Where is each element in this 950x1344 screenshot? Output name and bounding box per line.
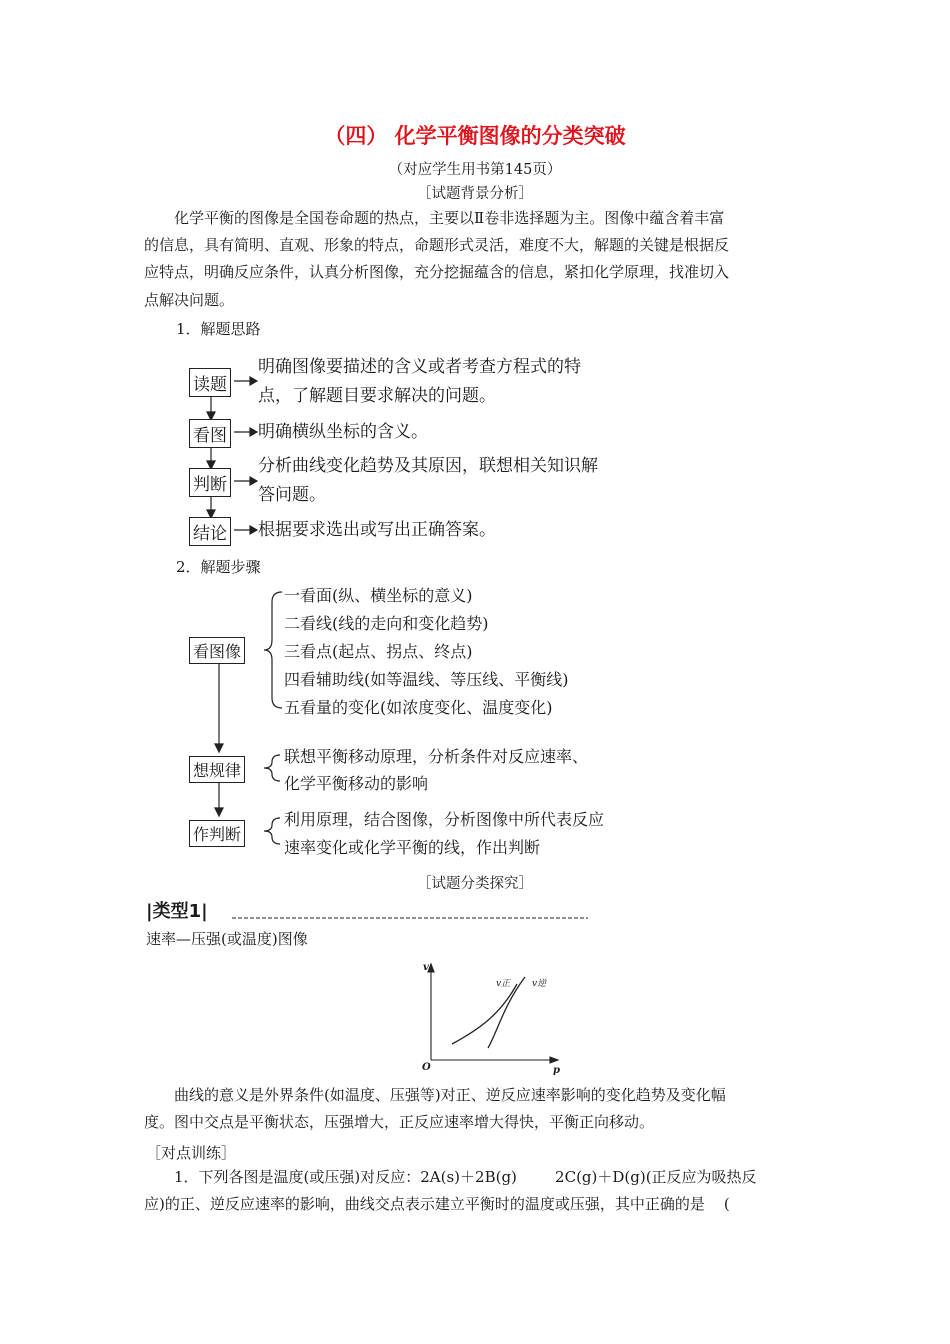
type-label: |类型1| [146,901,208,922]
thinking-heading: 1．解题思路 [176,320,261,338]
curve-v-forward [452,984,517,1044]
step-item: 三看点(起点、拐点、终点) [284,642,473,661]
flow-line: 分析曲线变化趋势及其原因，联想相关知识解 [258,456,598,476]
flow-box-look: 看图 [189,419,231,448]
step-item: 一看面(纵、横坐标的意义) [284,586,473,605]
page-title: （四） 化学平衡图像的分类突破 [324,124,626,148]
step-box-look-image: 看图像 [189,637,245,664]
flow-text-conclude: 根据要求选出或写出正确答案。 [258,520,496,540]
step-item: 化学平衡移动的影响 [284,774,429,793]
step-box-think-rule: 想规律 [189,756,245,783]
question-paragraph [144,1164,816,1218]
explain-line: 曲线的意义是外界条件(如温度、压强等)对正、逆反应速率影响的变化趋势及变化幅 [174,1086,726,1104]
section-heading-explore: ［试题分类探究］ [417,876,533,892]
intro-line: 点解决问题。 [144,290,235,309]
flow-text-look: 明确横纵坐标的含义。 [258,422,428,442]
flow-line: 答问题。 [258,485,326,505]
flow-box-judge: 判断 [189,468,231,497]
chart-curve-reverse-label: v逆 [532,979,547,989]
step-item: 利用原理，结合图像，分析图像中所代表反应 [284,810,605,829]
chart-origin-label: O [422,1062,431,1073]
flow-box-conclude: 结论 [189,517,231,546]
type-title: 速率—压强(或温度)图像 [146,930,308,948]
flow-line: 点，了解题目要求解决的问题。 [258,386,496,406]
steps-heading: 2．解题步骤 [176,558,261,576]
step-box-make-judgment: 作判断 [189,820,245,847]
intro-line: 应特点，明确反应条件，认真分析图像，充分挖掘蕴含的信息，紧扣化学原理，找准切入 [144,263,730,282]
chart-x-axis-label: p [553,1065,560,1076]
section-heading-background: ［试题背景分析］ [417,186,533,202]
step-item: 联想平衡移动原理，分析条件对反应速率、 [284,747,589,766]
explain-paragraph [144,1082,808,1136]
intro-line: 的信息，具有简明、直观、形象的特点，命题形式灵活，难度不大，解题的关键是根据反 [144,236,730,255]
question-line: 1．下列各图是温度(或压强)对反应：2A(s)＋2B(g) 2C(g)＋D(g)(正反应为吸热反 [174,1168,757,1186]
chart-y-axis-label: v [423,962,429,973]
flow-box-read: 读题 [189,368,231,397]
step-item: 五看量的变化(如浓度变化、温度变化) [284,698,553,717]
intro-line: 化学平衡的图像是全国卷命题的热点，主要以Ⅱ卷非选择题为主。图像中蕴含着丰富 [174,209,725,227]
practice-label: ［对点训练］ [146,1144,237,1162]
step-item: 二看线(线的走向和变化趋势) [284,614,489,633]
explain-line: 度。图中交点是平衡状态，压强增大，正反应速率增大得快，平衡正向移动。 [144,1113,655,1132]
step-item: 速率变化或化学平衡的线，作出判断 [284,838,541,857]
flow-line: 明确图像要描述的含义或者考查方程式的特 [258,357,581,377]
step-item: 四看辅助线(如等温线、等压线、平衡线) [284,670,569,689]
question-line: 应)的正、逆反应速率的影响，曲线交点表示建立平衡时的温度或压强，其中正确的是 ( [144,1195,730,1214]
chart-curve-forward-label: v正 [496,979,511,989]
page-reference: （对应学生用书第145页） [388,162,562,178]
